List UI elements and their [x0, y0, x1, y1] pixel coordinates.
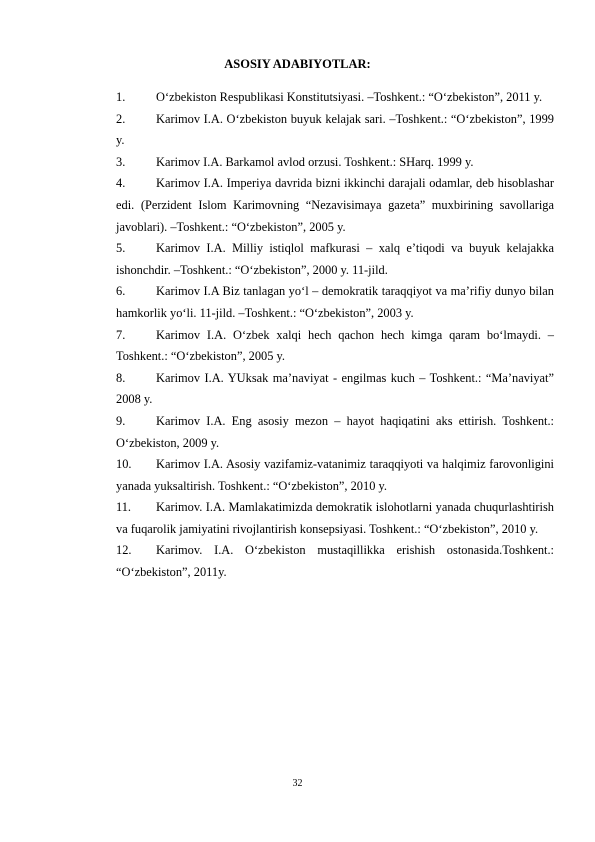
- reference-number: 3.: [116, 154, 126, 169]
- reference-item: [116, 411, 554, 454]
- reference-text: Karimov I.A Biz tanlagan yo‘l – demokratik taraqqiyot va ma’rifiy dunyo bilan hamkorlik yo‘li. 11-jild. –Toshkent.: “O‘zbekiston”, 2003 y.: [116, 284, 554, 320]
- reference-item: [116, 152, 554, 174]
- reference-item: [116, 325, 554, 368]
- reference-number: 1.: [116, 90, 126, 104]
- reference-item: [116, 281, 554, 324]
- reference-number: 9.: [116, 413, 126, 428]
- reference-number: 8.: [116, 370, 126, 385]
- reference-item: [116, 109, 554, 152]
- reference-text: Karimov I.A. Eng asosiy mezon – hayot haqiqatini aks ettirish. Toshkent.: O‘zbekiston, 2009 y.: [116, 413, 554, 450]
- reference-list: [116, 87, 554, 584]
- reference-item: [116, 454, 554, 497]
- reference-text: Karimov I.A. O‘zbekiston buyuk kelajak sari. –Toshkent.: “O‘zbekiston”, 1999 y.: [116, 111, 554, 148]
- page-title: ASOSIY ADABIYOTLAR:: [224, 57, 371, 71]
- reference-number: 12.: [116, 543, 132, 558]
- reference-text: Karimov I.A. O‘zbek xalqi hech qachon hech kimga qaram bo‘lmaydi. –Toshkent.: “O‘zbekiston”, 2005 y.: [116, 327, 554, 364]
- reference-text: Karimov. I.A. Mamlakatimizda demokratik islohotlarni yanada chuqurlashtirish va fuqarolik jamiyatini rivojlantirish konsepsiyasi. Toshkent.: “O‘zbekiston”, 2010 y.: [116, 500, 554, 536]
- reference-item: [116, 87, 554, 109]
- reference-number: 2.: [116, 111, 126, 126]
- reference-text: Karimov. I.A. O‘zbekiston mustaqillikka erishish ostonasida.Toshkent.: “O‘zbekiston”, 2011y.: [116, 543, 554, 580]
- reference-item: [116, 368, 554, 411]
- reference-text: Karimov I.A. Asosiy vazifamiz-vatanimiz taraqqiyoti va halqimiz farovonligini yanada yuksaltirish. Toshkent.: “O‘zbekiston”, 2010 y.: [116, 457, 554, 493]
- reference-item: [116, 173, 554, 238]
- reference-item: [116, 540, 554, 583]
- reference-item: [116, 497, 554, 540]
- reference-text: Karimov I.A. Imperiya davrida bizni ikkinchi darajali odamlar, deb hisoblashar edi. (Perzident Islom Karimovning “Nezavisimaya gazeta” muxbirining savollariga javoblari). –Toshkent.: “O‘zbekiston”, 2005 y.: [116, 176, 554, 234]
- reference-item: [116, 238, 554, 281]
- reference-number: 5.: [116, 241, 126, 256]
- reference-text: Karimov I.A. YUksak ma’naviyat - engilmas kuch – Toshkent.: “Ma’naviyat” 2008 y.: [116, 370, 554, 407]
- reference-number: 4.: [116, 176, 126, 191]
- reference-number: 10.: [116, 457, 132, 472]
- reference-text: O‘zbekiston Respublikasi Konstitutsiyasi. –Toshkent.: “O‘zbekiston”, 2011 y.: [156, 90, 543, 104]
- reference-number: 7.: [116, 327, 126, 342]
- reference-number: 11.: [116, 500, 132, 515]
- page-number: 32: [292, 778, 303, 789]
- reference-text: Karimov I.A. Milliy istiqlol mafkurasi – xalq e’tiqodi va buyuk kelajakka ishonchdir. –Toshkent.: “O‘zbekiston”, 2000 y. 11-jild.: [116, 241, 554, 277]
- reference-text: Karimov I.A. Barkamol avlod orzusi. Toshkent.: SHarq. 1999 y.: [156, 154, 474, 169]
- reference-number: 6.: [116, 284, 126, 299]
